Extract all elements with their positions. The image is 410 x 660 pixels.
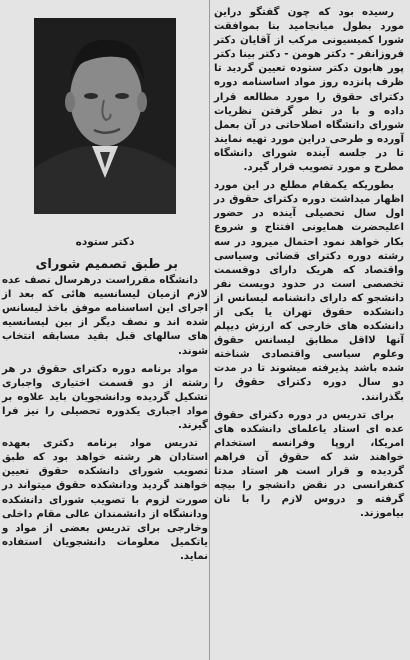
portrait-photo [34, 18, 176, 214]
section-headline: بر طبق تصمیم شورای [35, 257, 178, 272]
paragraph: مواد برنامه دوره دکترای حقوق در هر رشته از دو قسمت اختیاری واجباری تشکیل گردیده ودانشجویان باید علاوه بر مواد اجباری یکدوره تحصیلی را نیز فرا گیرند. [2, 363, 208, 432]
article-right-column [214, 6, 404, 525]
paragraph: تدریس مواد برنامه دکتری بعهده استادان هر رشته خواهد بود که طبق تصویب شورای دانشکده حقوق تعیین خواهند گردید ودانشکده حقوق میتواند در صورت لزوم با تصویب شورای دانشکده ودانشگاه از دانشمندان عالی مقام داخلی وخارجی برای تدریس بعضی از مواد و یاتکمیل معلومات دانشجویان استفاده نماید. [2, 438, 208, 562]
paragraph: دانشگاه مقرراست درهرسال نصف عده لازم ازمیان لیسانسیه هائی که بعد از اجرای این اساسنامه موفق باخذ لیسانس شده اند و نصف دیگر از بین لیسانسیه های سالهای قبل بقید مسابقه انتخاب شوند. [2, 275, 208, 357]
photo-caption: دکتر ستوده [75, 236, 135, 248]
article-left-column [2, 258, 208, 568]
paragraph: بطوریکه یکمقام مطلع در این مورد اظهار میداشت دوره دکترای حقوق در اول سال تحصیلی آینده در حضور اعلیحضرت همایونی افتتاح و شروع بکار خواهد نمود احتمال میرود در سه رشته دوره دکترای قضائی وسیاسی واقتصاد که هریک دارای دوقسمت تخصصی است در حدود دویست نفر دانشجو که دارای دانشنامه لیسانس از دانشکده حقوق تهران یا یکی از دانشکده های خارجی که ارزش دیپلم آنها لااقل مطابق لیسانس حقوق وعلوم سیاسی واقتصادی شناخته شده باشد پذیرفته میشوند تا در مدت دو سال دوره دکترای حقوق را بگذرانند. [214, 180, 404, 403]
paragraph: برای تدریس در دوره دکترای حقوق عده ای استاد یاعلمای دانشکده های امریکا، اروپا وفرانسه استخدام خواهند شد که حقوق آن فراهم گردیده و قرار است هر استاد مدتا کنفرانسی در نقض دانشجو را بیچه گرفته و دروس لازم را با نان بیاموزند. [214, 409, 404, 520]
paragraph: رسیده بود که چون گفتگو دراین مورد بطول میانجامید بنا بموافقت شورا کمیسیونی مرکب از آقایان دکتر فروزانفر - دکتر هومن - دکتر بینا دکتر پور هابون دکتر ستوده تعیین گردید تا ظرف پانزده روز مواد اساسنامه دوره دکترای حقوق را مورد مطالعه قرار داده و با در نظر گرفتن نظریات شورای دانشگاه اصلاحاتی در آن بعمل آورده و طرحی دراین مورد تهیه نمایند تا در جلسه آینده شورای دانشگاه مطرح و مورد تصویب قرار گیرد. [214, 7, 404, 174]
column-divider [209, 0, 210, 660]
portrait-icon [34, 18, 176, 214]
